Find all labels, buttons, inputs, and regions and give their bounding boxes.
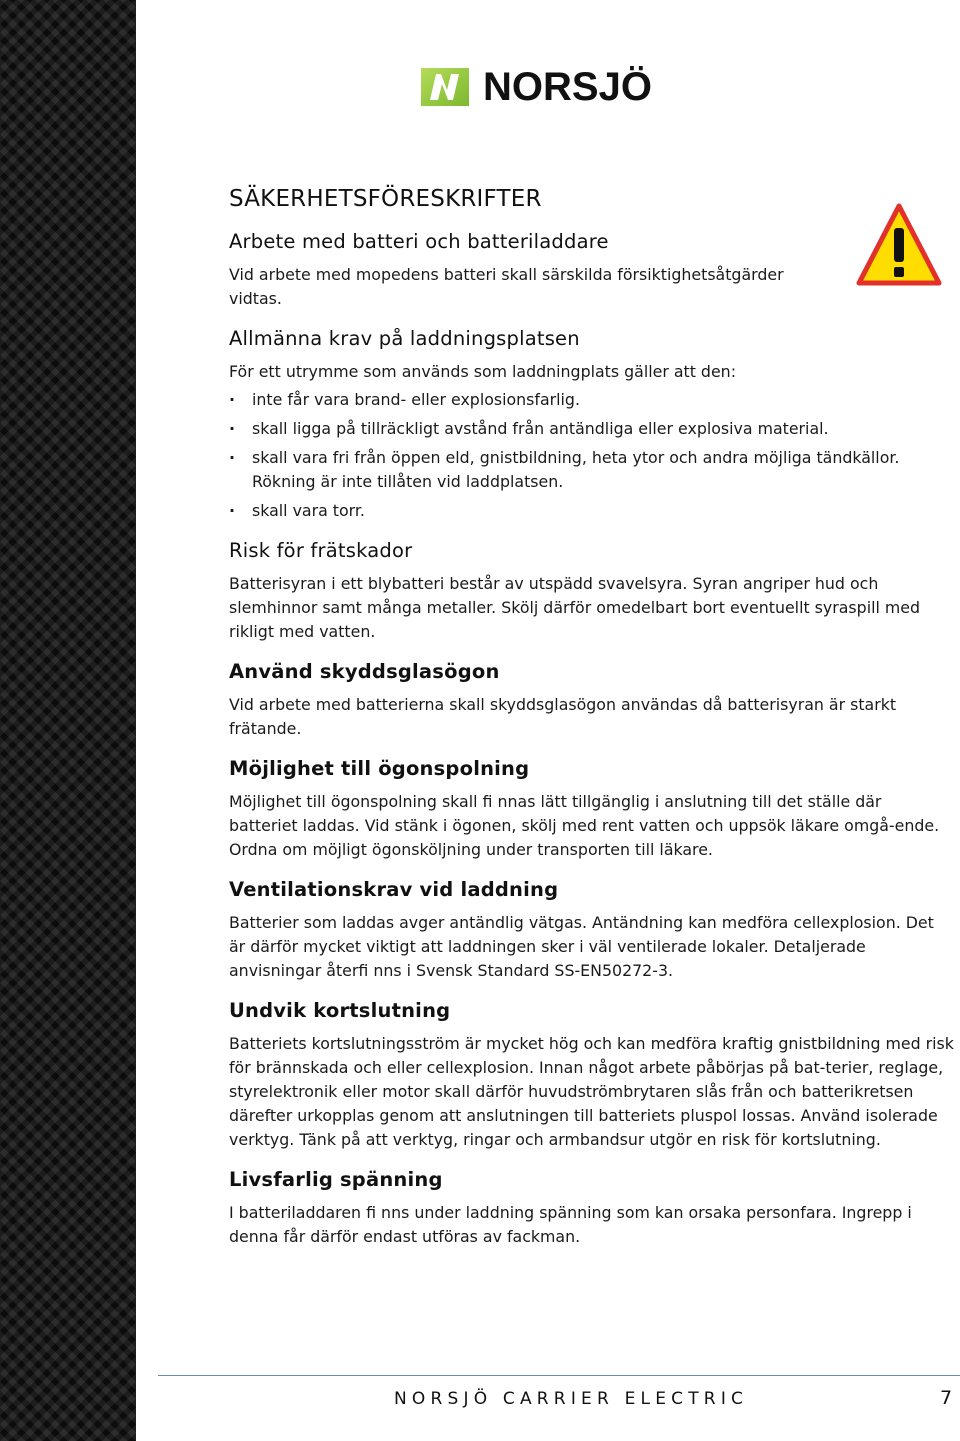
section-battery-work (229, 230, 955, 311)
page-title: SÄKERHETSFÖRESKRIFTER (229, 186, 542, 212)
section-ventilation (229, 878, 955, 983)
section-charging-place (229, 327, 955, 523)
section-heading: Risk för frätskador (229, 539, 413, 562)
footer-divider (158, 1375, 960, 1376)
section-paragraph: Vid arbete med batterierna skall skyddsglasögon användas då batterisyran är starkt frätande. (229, 695, 897, 738)
section-heading: Allmänna krav på laddningsplatsen (229, 327, 580, 350)
section-heading: Använd skyddsglasögon (229, 660, 500, 683)
requirements-list (229, 388, 955, 523)
section-corrosion-risk (229, 539, 955, 644)
section-paragraph: I batteriladdaren fi nns under laddning spänning som kan orsaka personfara. Ingrepp i denna får därför endast utföras av fackman. (229, 1203, 912, 1246)
footer-brand: NORSJÖ CARRIER ELECTRIC (394, 1389, 749, 1409)
section-heading: Möjlighet till ögonspolning (229, 757, 530, 780)
section-eye-rinsing (229, 757, 955, 862)
list-item: · inte får vara brand- eller explosionsfarlig. (229, 388, 955, 412)
section-lethal-voltage (229, 1168, 955, 1249)
list-item: · skall vara fri från öppen eld, gnistbildning, heta ytor och andra möjliga tändkällor. Rökning är inte tillåten vid laddplatsen. (229, 446, 955, 494)
section-paragraph: För ett utrymme som används som laddningplats gäller att den: (229, 362, 737, 381)
section-heading: Arbete med batteri och batteriladdare (229, 230, 609, 253)
section-paragraph: Möjlighet till ögonspolning skall fi nnas lätt tillgänglig i anslutning till det ställe där batteriet laddas. Vid stänk i ögonen, skölj med rent vatten och uppsök läkare omgå-ende. Ordna om möjligt ögonsköljning under transporten till läkare. (229, 792, 940, 859)
main-content (229, 186, 955, 1265)
section-safety-glasses (229, 660, 955, 741)
section-paragraph: Batterisyran i ett blybatteri består av utspädd svavelsyra. Syran angriper hud och slemhinnor samt många metaller. Skölj därför omedelbart bort eventuellt syraspill med rikligt med vatten. (229, 574, 921, 641)
section-paragraph: Batteriets kortslutningsström är mycket hög och kan medföra kraftig gnistbildning med risk för brännskada och eller cellexplosion. Innan något arbete påbörjas på bat-terier, reglage, styrelektronik eller motor skall därför huvudströmbrytaren slås från och batterikretsen därefter urkopplas genom att anslutningen till batteriets pluspol lossas. Använd isolerade verktyg. Tänk på att verktyg, ringar och armbandsur utgör en risk för kortslutning. (229, 1034, 954, 1149)
page-number: 7 (940, 1387, 953, 1409)
section-heading: Undvik kortslutning (229, 999, 451, 1022)
section-paragraph: Vid arbete med mopedens batteri skall särskilda försiktighetsåtgärder vidtas. (229, 265, 784, 308)
brand-name: NORSJÖ (483, 65, 652, 109)
norsjo-logo-mark-icon (421, 68, 469, 106)
section-short-circuit (229, 999, 955, 1152)
section-heading: Livsfarlig spänning (229, 1168, 443, 1191)
section-paragraph: Batterier som laddas avger antändlig vätgas. Antändning kan medföra cellexplosion. Det är därför mycket viktigt att laddningen sker i väl ventilerade lokaler. Detaljerade anvisningar återfi nns i Svensk Standard SS-EN50272-3. (229, 913, 934, 980)
list-item: · skall ligga på tillräckligt avstånd från antändliga eller explosiva material. (229, 417, 955, 441)
brand-logo (421, 67, 652, 107)
list-item: · skall vara torr. (229, 499, 955, 523)
section-heading: Ventilationskrav vid laddning (229, 878, 559, 901)
carbon-fiber-sidebar (0, 0, 136, 1441)
